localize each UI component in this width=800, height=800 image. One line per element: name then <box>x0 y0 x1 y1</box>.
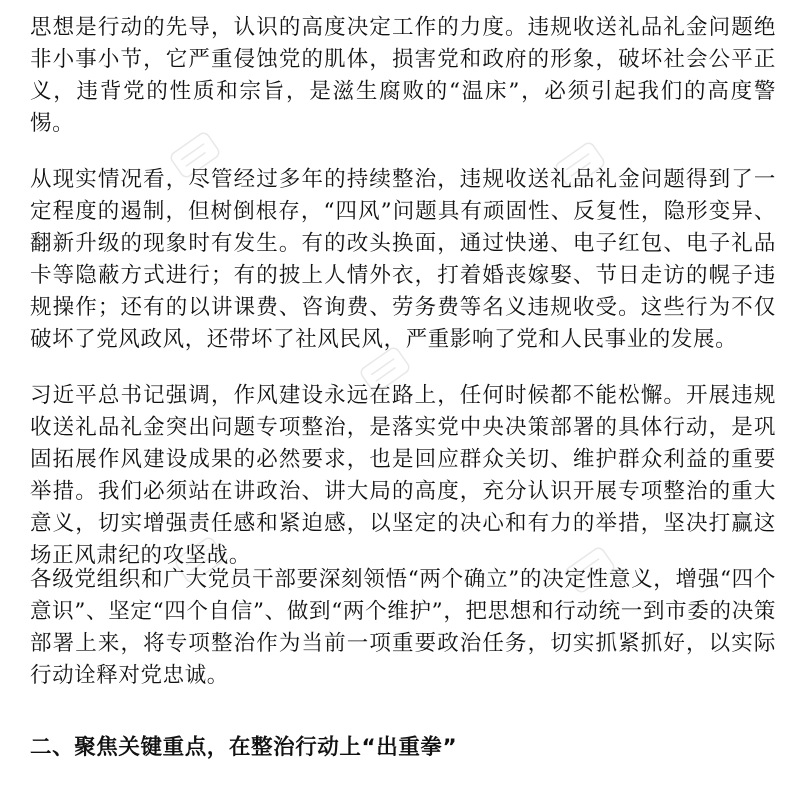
paragraph-1: 思想是行动的先导，认识的高度决定工作的力度。违规收送礼品礼金问题绝非小事小节，它严重侵蚀党的肌体，损害党和政府的形象，破坏社会公平正义，违背党的性质和宗旨，是滋生腐败的“温床”，必须引起我们的高度警惕。 <box>30 15 776 136</box>
section-heading: 二、聚焦关键重点，在整治行动上“出重拳” <box>30 735 458 760</box>
paragraph-2: 从现实情况看，尽管经过多年的持续整治，违规收送礼品礼金问题得到了一定程度的遏制，但树倒根存，“四风”问题具有顽固性、反复性，隐形变异、翻新升级的现象时有发生。有的改头换面，通过快递、电子红包、电子礼品卡等隐蔽方式进行；有的披上人情外衣，打着婚丧嫁娶、节日走访的幌子违规操作；还有的以讲课费、咨询费、劳务费等名义违规收受。这些行为不仅破坏了党风政风，还带坏了社风民风，严重影响了党和人民事业的发展。 <box>30 167 776 352</box>
paragraph-4: 各级党组织和广大党员干部要深刻领悟“两个确立”的决定性意义，增强“四个意识”、坚定“四个自信”、做到“两个维护”，把思想和行动统一到市委的决策部署上来，将专项整治作为当前一项重要政治任务，切实抓紧抓好，以实际行动诠释对党忠诚。 <box>30 567 776 688</box>
paragraph-3: 习近平总书记强调，作风建设永远在路上，任何时候都不能松懈。开展违规收送礼品礼金突出问题专项整治，是落实党中央决策部署的具体行动，是巩固拓展作风建设成果的必然要求，也是回应群众关切、维护群众利益的重要举措。我们必须站在讲政治、讲大局的高度，充分认识开展专项整治的重大意义，切实增强责任感和紧迫感，以坚定的决心和有力的举措，坚决打赢这场正风肃纪的攻坚战。 <box>30 383 776 568</box>
